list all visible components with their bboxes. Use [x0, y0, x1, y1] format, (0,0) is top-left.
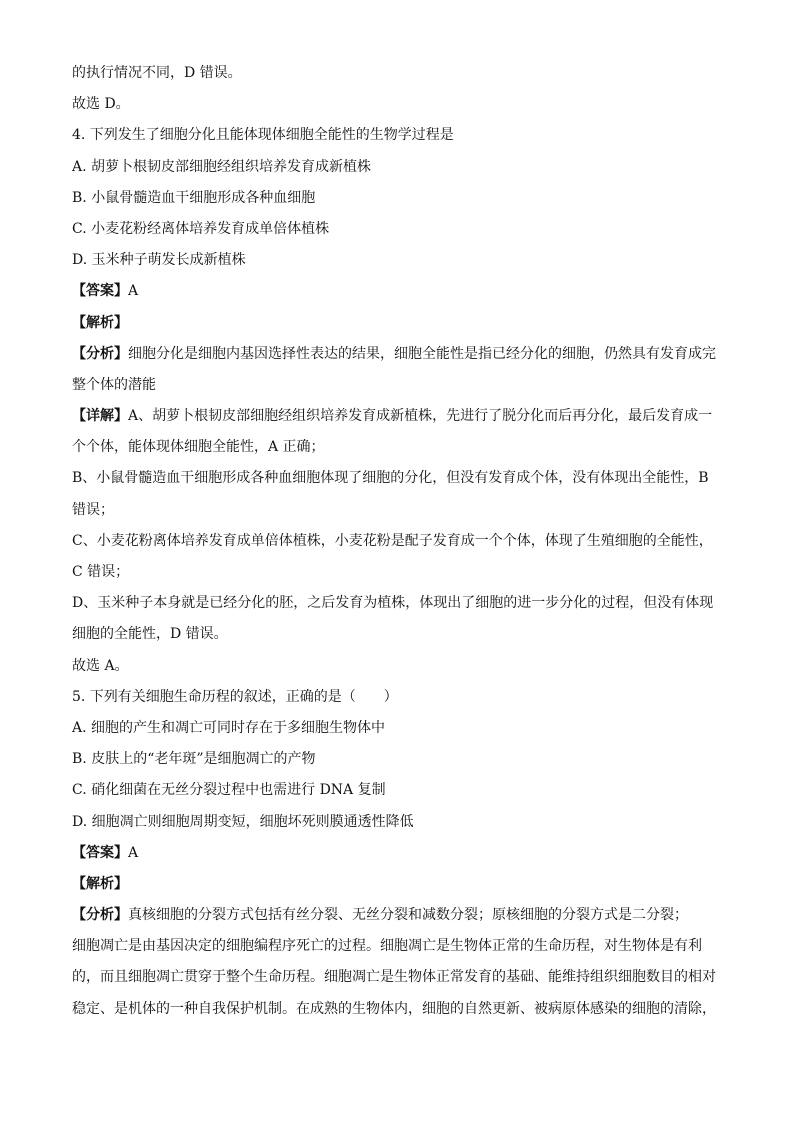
line-text: 错误； — [72, 501, 114, 518]
line-text: D、玉米种子本身就是已经分化的胚，之后发育为植株，体现出了细胞的进一步分化的过程，但没有体现 — [72, 595, 714, 612]
text-line — [72, 218, 720, 240]
section-tag: 【详解】 — [72, 408, 128, 425]
text-line — [72, 748, 720, 770]
text-line — [72, 499, 720, 521]
text-line — [72, 966, 720, 988]
text-line — [72, 873, 720, 895]
text-line — [72, 842, 720, 864]
section-tag: 【答案】 — [72, 844, 128, 861]
text-line — [72, 717, 720, 739]
text-line — [72, 530, 720, 552]
line-text: D. 细胞凋亡则细胞周期变短，细胞坏死则膜通透性降低 — [72, 813, 414, 830]
text-line — [72, 998, 720, 1020]
line-text: 的执行情况不同，D 错误。 — [72, 65, 242, 81]
document-page — [72, 62, 720, 1029]
line-text: A. 胡萝卜根韧皮部细胞经组织培养发育成新植株 — [72, 158, 372, 175]
text-line — [72, 561, 720, 583]
section-tag: 【解析】 — [72, 875, 128, 892]
section-tag: 【分析】 — [72, 345, 128, 362]
line-text: 稳定、是机体的一种自我保护机制。在成熟的生物体内，细胞的自然更新、被病原体感染的细胞的清除， — [72, 1000, 716, 1017]
line-text: 故选 D。 — [72, 96, 130, 113]
text-line — [72, 124, 720, 146]
text-line — [72, 779, 720, 801]
text-line — [72, 655, 720, 677]
text-line — [72, 93, 720, 115]
text-line — [72, 312, 720, 334]
text-line — [72, 249, 720, 271]
line-text: B、小鼠骨髓造血干细胞形成各种血细胞体现了细胞的分化，但没有发育成个体，没有体现出全能性，B — [72, 470, 709, 487]
line-text: A、胡萝卜根韧皮部细胞经组织培养发育成新植株，先进行了脱分化而后再分化，最后发育成一 — [128, 408, 713, 425]
text-line — [72, 467, 720, 489]
section-tag: 【分析】 — [72, 907, 128, 924]
line-text: C 错误； — [72, 564, 130, 580]
line-text: 5. 下列有关细胞生命历程的叙述，正确的是（ ） — [72, 688, 398, 705]
line-text: C. 硝化细菌在无丝分裂过程中也需进行 DNA 复制 — [72, 782, 386, 799]
line-text: 细胞凋亡是由基因决定的细胞编程序死亡的过程。细胞凋亡是生物体正常的生命历程，对生物体是有利 — [72, 938, 702, 955]
line-text: 4. 下列发生了细胞分化且能体现体细胞全能性的生物学过程是 — [72, 127, 454, 144]
line-text: A — [128, 844, 139, 861]
text-line — [72, 374, 720, 396]
line-text: A. 细胞的产生和凋亡可同时存在于多细胞生物体中 — [72, 719, 386, 736]
text-line — [72, 280, 720, 302]
text-line — [72, 623, 720, 645]
line-text: 细胞分化是细胞内基因选择性表达的结果，细胞全能性是指已经分化的细胞，仍然具有发育成完 — [128, 345, 716, 362]
text-line — [72, 811, 720, 833]
text-line — [72, 405, 720, 427]
text-line — [72, 343, 720, 365]
section-tag: 【答案】 — [72, 283, 128, 300]
section-tag: 【解析】 — [72, 314, 128, 331]
line-text: C. 小麦花粉经离体培养发育成单倍体植株 — [72, 220, 330, 237]
line-text: 真核细胞的分裂方式包括有丝分裂、无丝分裂和减数分裂；原核细胞的分裂方式是二分裂； — [128, 907, 688, 924]
line-text: D. 玉米种子萌发长成新植株 — [72, 252, 246, 269]
line-text: 整个体的潜能 — [72, 376, 156, 393]
text-line — [72, 904, 720, 926]
text-line — [72, 686, 720, 708]
text-line — [72, 592, 720, 614]
text-line — [72, 436, 720, 458]
text-line — [72, 62, 720, 84]
text-line — [72, 935, 720, 957]
line-text: B. 皮肤上的“老年斑”是细胞凋亡的产物 — [72, 751, 316, 768]
text-line — [72, 187, 720, 209]
line-text: 个个体，能体现体细胞全能性，A 正确； — [72, 439, 325, 456]
text-line — [72, 156, 720, 178]
line-text: 故选 A。 — [72, 657, 129, 674]
line-text: C、小麦花粉离体培养发育成单倍体植株，小麦花粉是配子发育成一个个体，体现了生殖细胞的全能性， — [72, 532, 713, 549]
line-text: A — [128, 283, 139, 300]
line-text: B. 小鼠骨髓造血干细胞形成各种血细胞 — [72, 189, 316, 206]
line-text: 细胞的全能性，D 错误。 — [72, 626, 228, 643]
line-text: 的，而且细胞凋亡贯穿于整个生命历程。细胞凋亡是生物体正常发育的基础、能维持组织细胞数目的相对 — [72, 969, 716, 986]
